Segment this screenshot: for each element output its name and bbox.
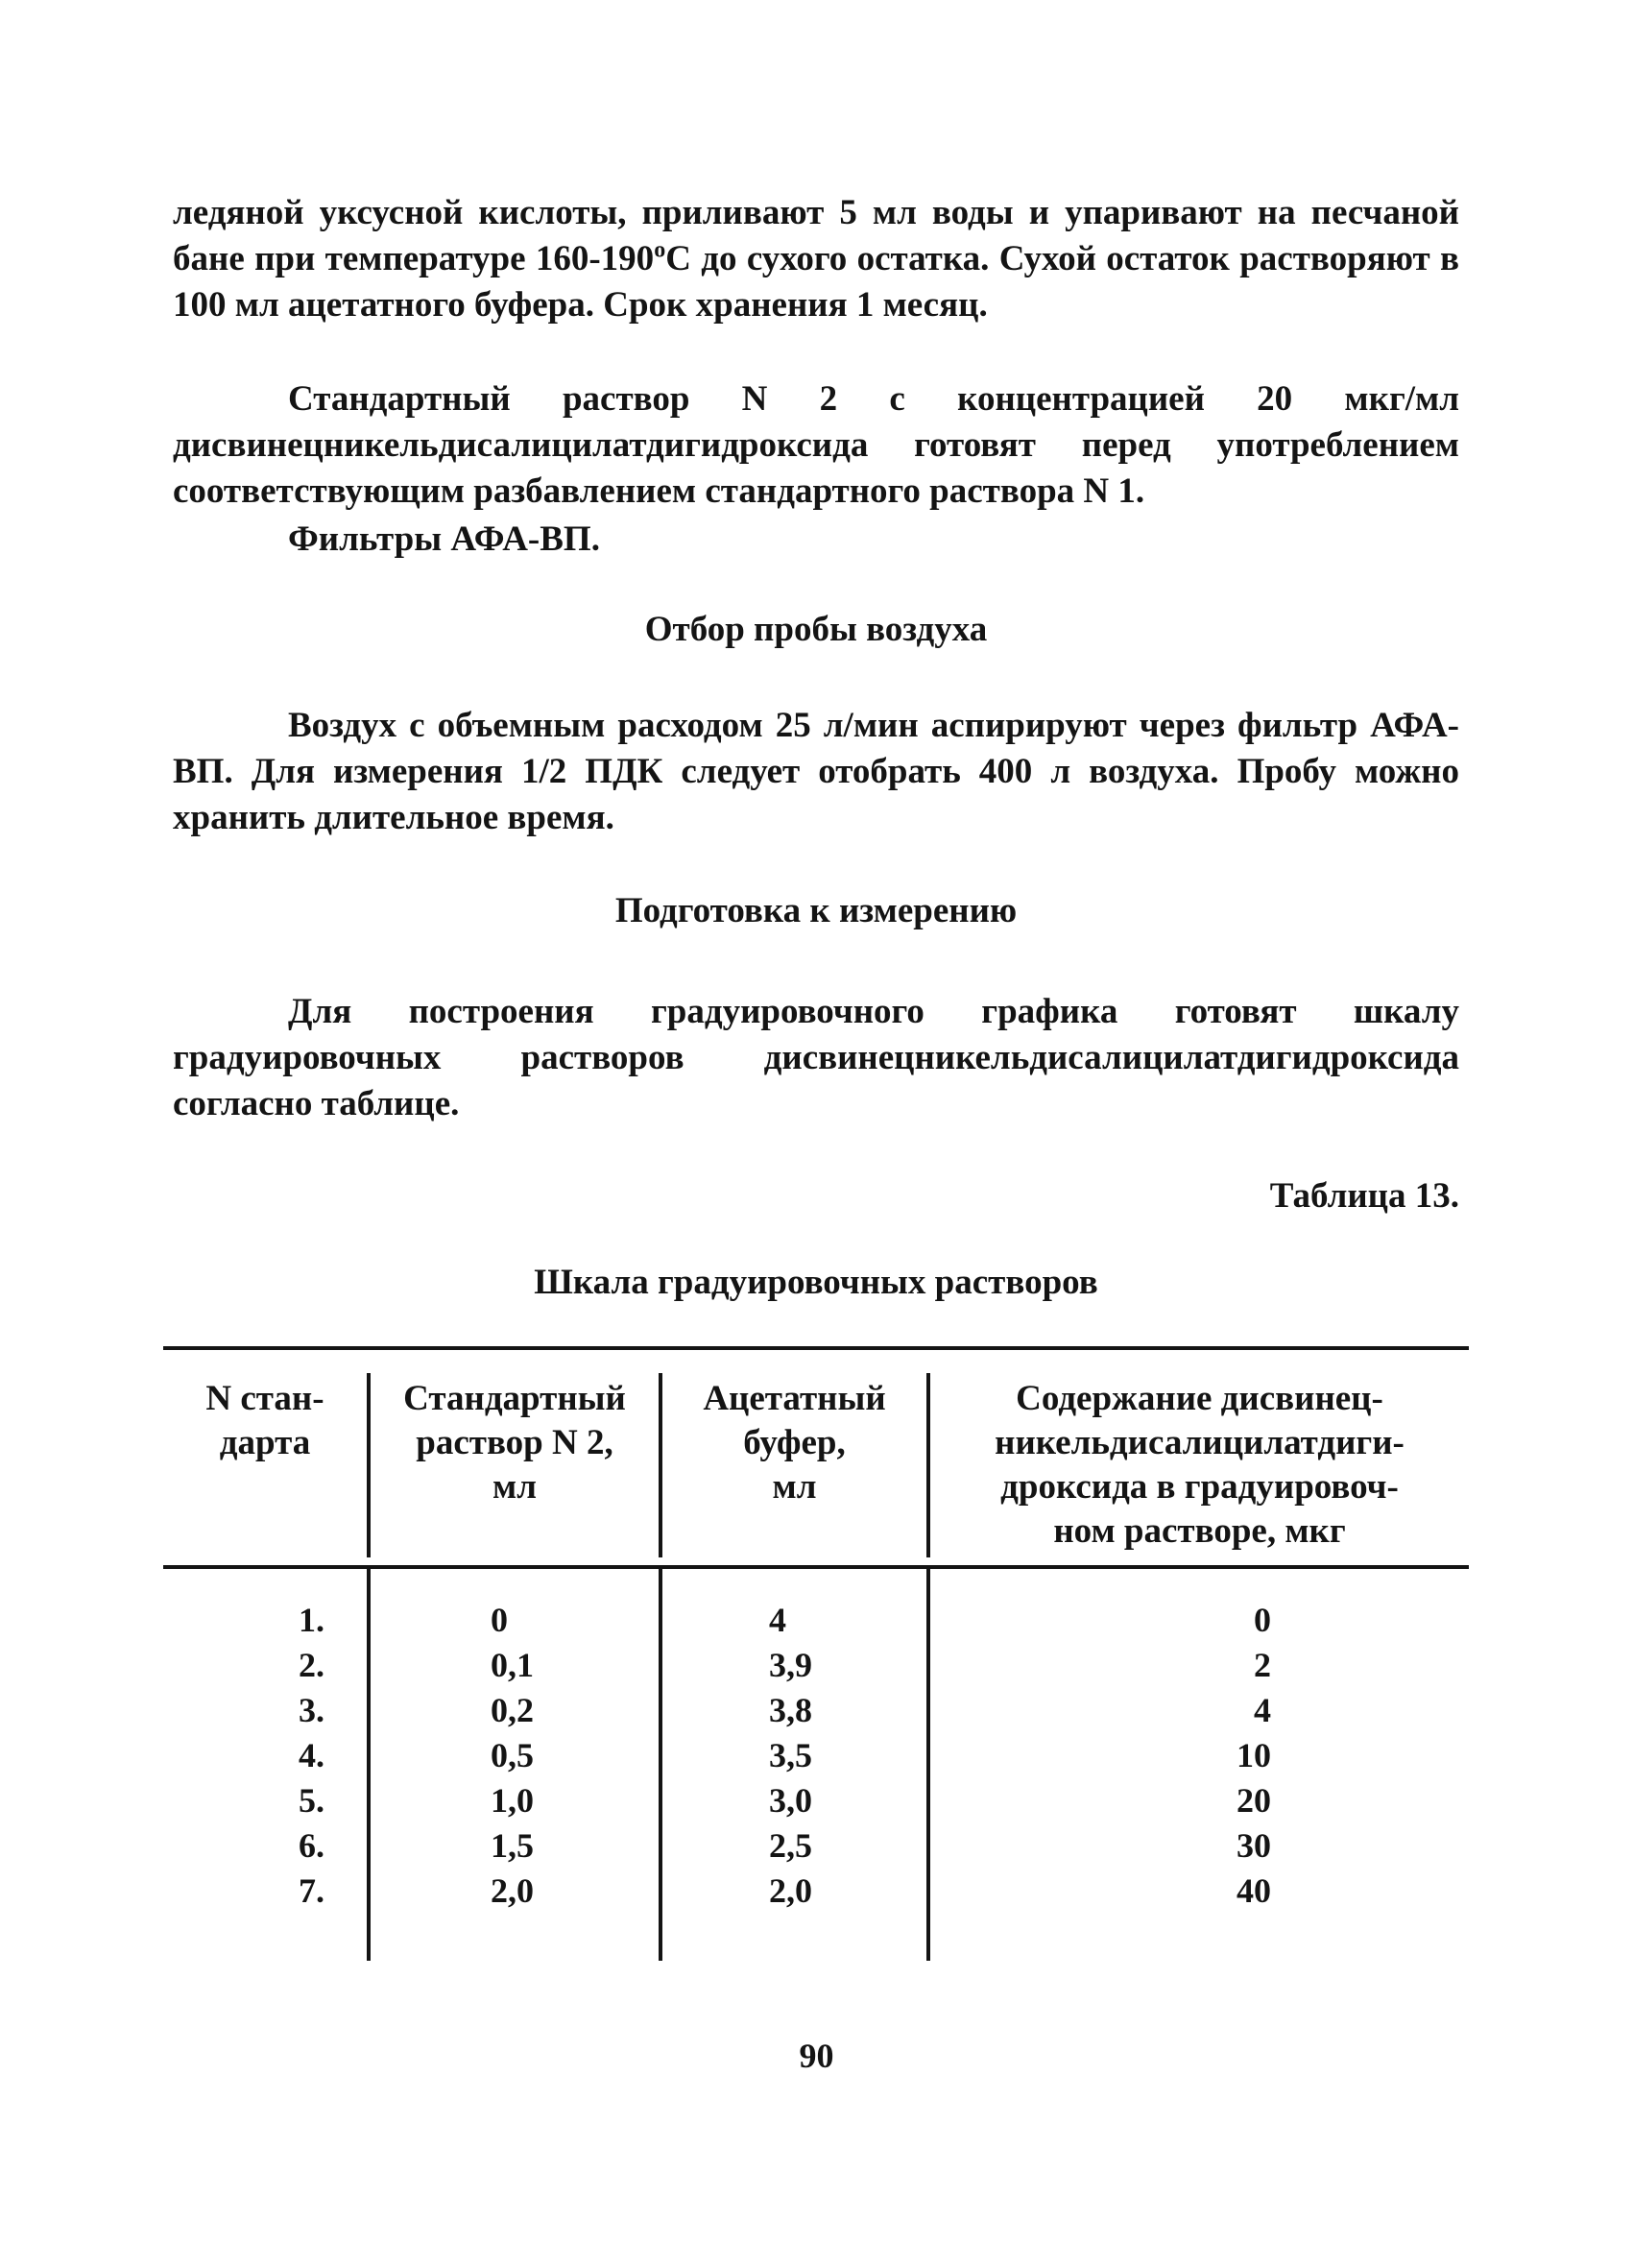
- page-number: 90: [799, 2037, 834, 2075]
- table-title: Шкала градуировочных растворов: [534, 1263, 1098, 1302]
- table-cell: 1,0: [491, 1781, 534, 1820]
- table-cell: 1,5: [491, 1826, 534, 1865]
- table-cell: 6.: [299, 1826, 324, 1865]
- table-cell: 0: [1254, 1601, 1271, 1639]
- table-cell: 4: [769, 1601, 786, 1639]
- table-cell: 0,5: [491, 1736, 534, 1774]
- table-cell: 40: [1237, 1871, 1271, 1910]
- column-divider: [926, 1569, 930, 1961]
- table-cell: 3.: [299, 1691, 324, 1729]
- table-label: Таблица 13.: [1269, 1176, 1459, 1216]
- header-content: Содержание дисвинец- никельдисалицилатдиги- дроксида в градуировоч- ном растворе, мкг: [995, 1379, 1405, 1551]
- paragraph-standard-solution-2: Стандартный раствор N 2 с концентрацией 20 мкг/мл дисвинецникельдисалицилатдигидроксида готовят перед употреблением соответствующим разбавлением стандартного раствора N 1.: [173, 379, 1459, 511]
- table-cell: 5.: [299, 1781, 324, 1820]
- table-cell: 1.: [299, 1601, 324, 1639]
- column-divider: [367, 1569, 371, 1961]
- table-cell: 4.: [299, 1736, 324, 1774]
- column-standard-number: [259, 1598, 324, 1914]
- paragraph-calibration: Для построения градуировочного графика готовят шкалу градуировочных растворов дисвинецникельдисалицилатдигидроксида согласно таблице.: [173, 992, 1459, 1123]
- table-top-rule: [163, 1346, 1469, 1350]
- table-cell: 2,0: [491, 1871, 534, 1910]
- table-cell: 2,0: [769, 1871, 812, 1910]
- header-acetate-buffer: Ацетатный буфер, мл: [703, 1379, 886, 1507]
- table-cell: 3,9: [769, 1646, 812, 1684]
- section-heading-air-sampling: Отбор пробы воздуха: [644, 610, 988, 649]
- table-cell: 0,2: [491, 1691, 534, 1729]
- table-cell: 3,5: [769, 1736, 812, 1774]
- table-cell: 7.: [299, 1871, 324, 1910]
- table-cell: 2,5: [769, 1826, 812, 1865]
- paragraph-air-sampling: Воздух с объемным расходом 25 л/мин аспирируют через фильтр АФА-ВП. Для измерения 1/2 ПДК следует отобрать 400 л воздуха. Пробу можно хранить длительное время.: [173, 706, 1459, 837]
- column-divider: [659, 1569, 662, 1961]
- paragraph-sample-prep: ледяной уксусной кислоты, приливают 5 мл воды и упаривают на песчаной бане при температуре 160-190$^o$С до сухого остатка. Сухой остаток растворяют в 100 мл ацетатного буфера. Срок хранения 1 месяц.: [173, 193, 1460, 325]
- table-cell: 3,0: [769, 1781, 812, 1820]
- degree-sign: o: [654, 237, 666, 263]
- header-standard-solution: Стандартный раствор N 2, мл: [403, 1379, 626, 1507]
- calibration-table: [163, 1346, 1469, 1961]
- table-cell: 0,1: [491, 1646, 534, 1684]
- column-standard-solution: [491, 1598, 606, 1914]
- table-cell: 0: [491, 1601, 508, 1639]
- table-cell: 2: [1254, 1646, 1271, 1684]
- section-heading-preparation: Подготовка к измерению: [614, 891, 1018, 930]
- column-acetate-buffer: [769, 1598, 884, 1914]
- table-header-rule: [163, 1565, 1469, 1569]
- table-cell: 3,8: [769, 1691, 812, 1729]
- table-cell: 10: [1237, 1736, 1271, 1774]
- column-content: [1181, 1598, 1271, 1914]
- table-cell: 2.: [299, 1646, 324, 1684]
- table-cell: 20: [1237, 1781, 1271, 1820]
- header-standard-number: N стан- дарта: [205, 1379, 324, 1462]
- table-cell: 4: [1254, 1691, 1271, 1729]
- paragraph-filters: Фильтры АФА-ВП.: [288, 519, 600, 559]
- table-cell: 30: [1237, 1826, 1271, 1865]
